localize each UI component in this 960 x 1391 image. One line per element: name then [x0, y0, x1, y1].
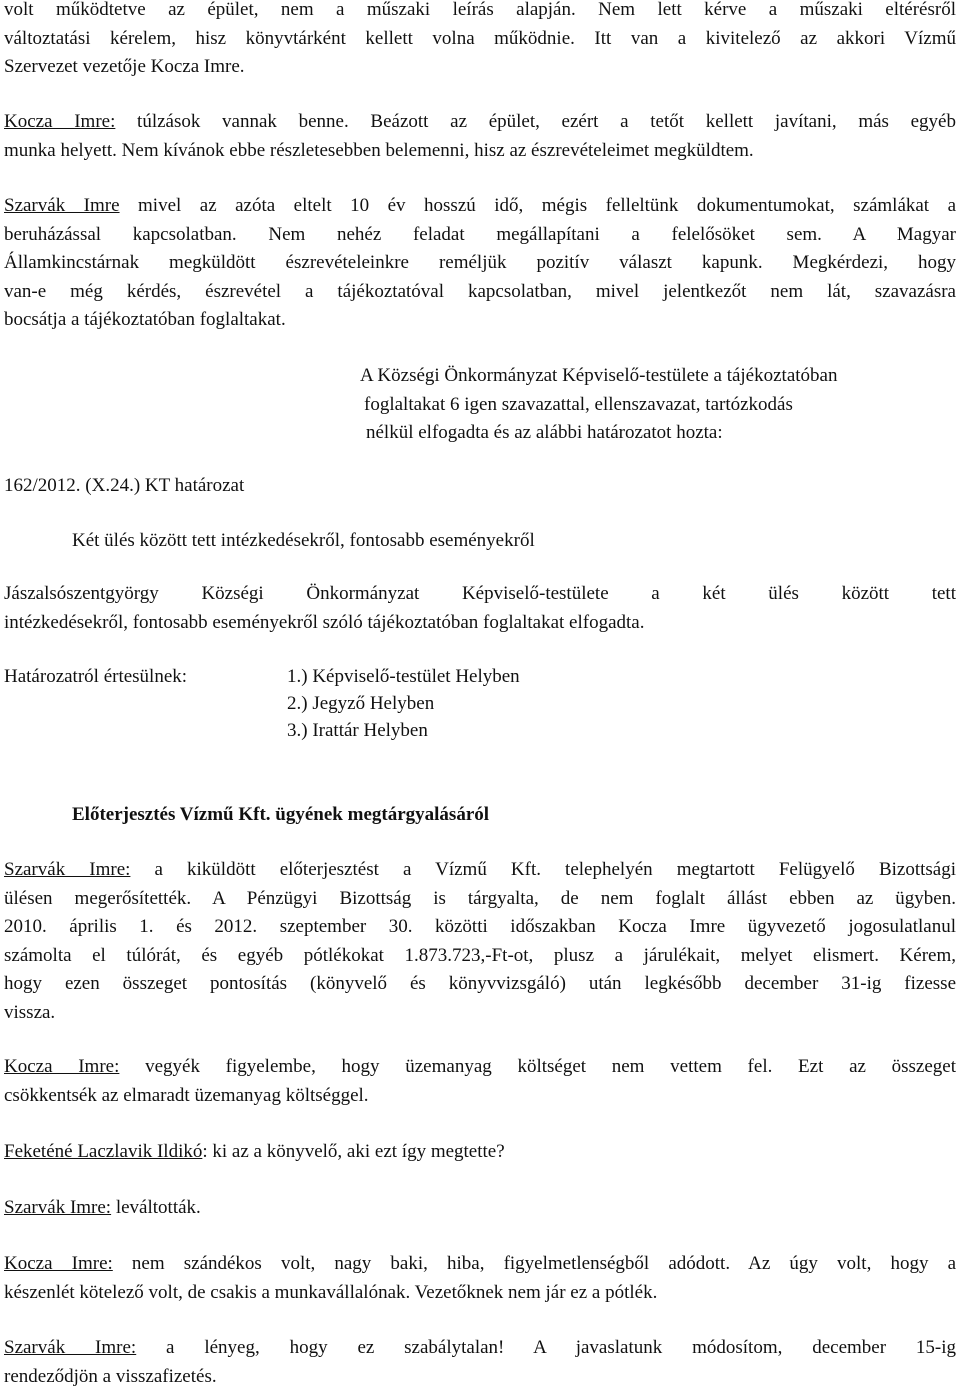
- text-line: Kocza Imre: nem szándékos volt, nagy baki, hiba, figyelmetlenségből adódott. Az úgy volt, hogy a: [4, 1250, 956, 1279]
- paragraph-szarvak-3: Szarvák Imre: leváltották.: [4, 1194, 201, 1222]
- text-line: volt működtetve az épület, nem a műszaki leírás alapján. Nem lett kérve a műszaki eltérésről: [4, 0, 956, 25]
- text-line: beruházással kapcsolatban. Nem nehéz feladat megállapítani a felelősöket sem. A Magyar: [4, 221, 956, 250]
- paragraph-szarvak-1: [4, 192, 956, 335]
- text-line: Jászalsószentgyörgy Községi Önkormányzat Képviselő-testülete a két ülés között tett: [4, 580, 956, 609]
- speaker-name: Szarvák Imre:: [4, 1337, 136, 1358]
- text-line: vissza.: [4, 999, 956, 1028]
- text-line: intézkedésekről, fontosabb eseményekről szóló tájékoztatóban foglaltakat elfogadta.: [4, 609, 956, 638]
- text-line: nélkül elfogadta és az alábbi határozatot hozta:: [366, 419, 960, 448]
- paragraph-kocza-3: [4, 1250, 956, 1307]
- text-line: készenlét kötelező volt, de csakis a munkavállalónak. Vezetőknek nem jár ez a pótlék.: [4, 1279, 956, 1308]
- text-line: Kocza Imre: vegyék figyelembe, hogy üzemanyag költséget nem vettem fel. Ezt az összeget: [4, 1053, 956, 1082]
- text-line: Szarvák Imre: a lényeg, hogy ez szabálytalan! A javaslatunk módosítom, december 15-ig: [4, 1334, 956, 1363]
- text-line: Szarvák Imre mivel az azóta eltelt 10 év hosszú idő, mégis felleltünk dokumentumokat, számlákat a: [4, 192, 956, 221]
- text-line: bocsátja a tájékoztatóban foglaltakat.: [4, 306, 956, 335]
- resolution-subject: Két ülés között tett intézkedésekről, fontosabb eseményekről: [72, 527, 535, 555]
- resolution-text: [4, 580, 956, 637]
- text-line: Államkincstárnak megküldött észrevételeinkre reméljük pozitív választ kapunk. Megkérdezi, hogy: [4, 249, 956, 278]
- paragraph-intro: [4, 0, 956, 82]
- text-line: Szervezet vezetője Kocza Imre.: [4, 53, 956, 82]
- text-line: A Községi Önkormányzat Képviselő-testülete a tájékoztatóban: [360, 362, 960, 391]
- paragraph-kocza-2: [4, 1053, 956, 1110]
- speaker-name: Szarvák Imre:: [4, 1197, 111, 1218]
- text-line: hogy ezen összeget pontosítás (könyvelő és könyvvizsgáló) után legkésőbb december 31-ig fizesse: [4, 970, 956, 999]
- text-line: Kocza Imre: túlzások vannak benne. Beázott az épület, ezért a tetőt kellett javítani, más egyéb: [4, 108, 956, 137]
- paragraph-kocza-1: [4, 108, 956, 165]
- speaker-name: Feketéné Laczlavik Ildikó: [4, 1141, 202, 1162]
- text-line: rendeződjön a visszafizetés.: [4, 1363, 956, 1391]
- notify-label: Határozatról értesülnek:: [4, 663, 187, 691]
- speaker-name: Szarvák Imre:: [4, 859, 130, 880]
- vote-statement: [360, 362, 960, 448]
- text-line: számolta el túlórát, és egyéb pótlékokat 1.873.723,-Ft-ot, plusz a járulékait, melyet elismert. Kérem,: [4, 942, 956, 971]
- text-line: foglaltakat 6 igen szavazattal, ellenszavazat, tartózkodás: [364, 391, 960, 420]
- notify-item: 1.) Képviselő-testület Helyben: [287, 663, 520, 691]
- text-line: 2010. április 1. és 2012. szeptember 30. közötti időszakban Kocza Imre ügyvezető jogosulatlanul: [4, 913, 956, 942]
- paragraph-szarvak-4: [4, 1334, 956, 1391]
- section-title: Előterjesztés Vízmű Kft. ügyének megtárgyalásáról: [72, 801, 489, 829]
- text-line: változtatási kérelem, hisz könyvtárként kellett volna működnie. Itt van a kivitelező az akkori Vízmű: [4, 25, 956, 54]
- paragraph-szarvak-2: [4, 856, 956, 1027]
- text-line: Szarvák Imre: a kiküldött előterjesztést a Vízmű Kft. telephelyén megtartott Felügyelő Bizottsági: [4, 856, 956, 885]
- speaker-name: Kocza Imre:: [4, 1253, 113, 1274]
- paragraph-feketene: Feketéné Laczlavik Ildikó: ki az a könyvelő, aki ezt így megtette?: [4, 1138, 505, 1166]
- text-line: ülésen megerősítették. A Pénzügyi Bizottság is tárgyalta, de nem foglalt állást ebben az ügyben.: [4, 885, 956, 914]
- text-line: csökkentsék az elmaradt üzemanyag költséggel.: [4, 1082, 956, 1111]
- speaker-name: Szarvák Imre: [4, 195, 120, 216]
- text-line: munka helyett. Nem kívánok ebbe részletesebben belemenni, hisz az észrevételeimet megküldtem.: [4, 137, 956, 166]
- text-line: van-e még kérdés, észrevétel a tájékoztatóval kapcsolatban, mivel jelentkezőt nem lát, szavazásra: [4, 278, 956, 307]
- speaker-name: Kocza Imre:: [4, 1056, 119, 1077]
- notify-item: 3.) Irattár Helyben: [287, 717, 428, 745]
- resolution-number: 162/2012. (X.24.) KT határozat: [4, 472, 244, 500]
- speaker-name: Kocza Imre:: [4, 111, 115, 132]
- notify-item: 2.) Jegyző Helyben: [287, 690, 434, 718]
